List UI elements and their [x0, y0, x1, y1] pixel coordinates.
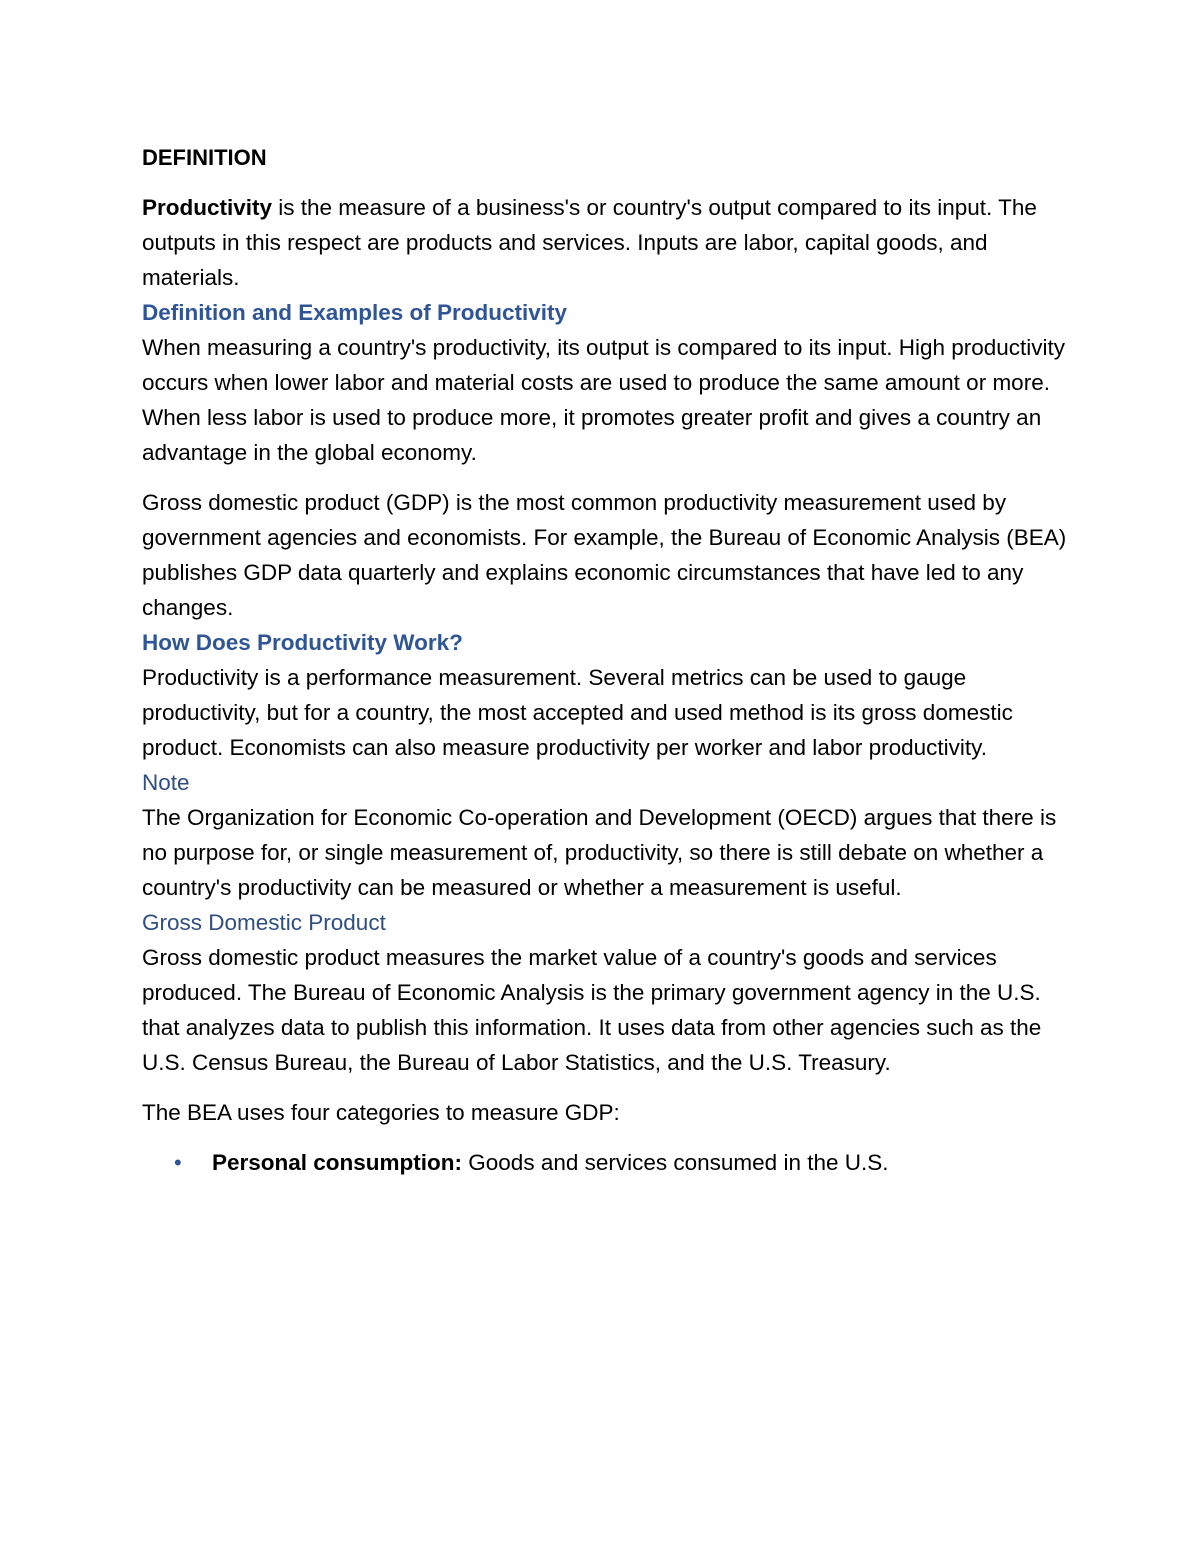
document-title: DEFINITION — [142, 145, 267, 170]
section-paragraph: The BEA uses four categories to measure GDP: — [142, 1100, 620, 1125]
list-item-term: Personal consumption: — [212, 1150, 463, 1175]
gdp-categories-list — [142, 1145, 1072, 1180]
section-paragraph: Gross domestic product measures the market value of a country's goods and services produced. The Bureau of Economic Analysis is the primary government agency in the U.S. that analyzes data to publish this information. It uses data from other agencies such as the U.S. Census Bureau, the Bureau of Labor Statistics, and the U.S. Treasury. — [142, 945, 1042, 1075]
section-paragraph: Productivity is a performance measurement. Several metrics can be used to gauge productivity, but for a country, the most accepted and used method is its gross domestic product. Economists can also measure productivity per worker and labor productivity. — [142, 665, 1013, 760]
section-paragraph: When measuring a country's productivity, its output is compared to its input. High productivity occurs when lower labor and material costs are used to produce the same amount or more. When less labor is used to produce more, it promotes greater profit and gives a country an advantage in the global economy. — [142, 335, 1066, 465]
list-item-text: Goods and services consumed in the U.S. — [462, 1150, 889, 1175]
section-paragraph: Gross domestic product (GDP) is the most common productivity measurement used by government agencies and economists. For example, the Bureau of Economic Analysis (BEA) publishes GDP data quarterly and explains economic circumstances that have led to any changes. — [142, 490, 1067, 620]
section-heading-gross-domestic-product: Gross Domestic Product — [142, 910, 386, 935]
intro-paragraph — [142, 190, 1072, 295]
section-paragraph: The Organization for Economic Co-operation and Development (OECD) argues that there is no purpose for, or single measurement of, productivity, so there is still debate on whether a country's productivity can be measured or whether a measurement is useful. — [142, 805, 1057, 900]
bullet-dot-icon: • — [174, 1150, 182, 1175]
intro-term: Productivity — [142, 195, 273, 220]
intro-text: is the measure of a business's or country's output compared to its input. The outputs in this respect are products and services. Inputs are labor, capital goods, and materials. — [142, 195, 1037, 290]
section-heading-note: Note — [142, 770, 190, 795]
section-heading-definition-examples: Definition and Examples of Productivity — [142, 300, 568, 325]
section-heading-how-productivity-works: How Does Productivity Work? — [142, 630, 463, 655]
list-item — [142, 1145, 1072, 1180]
document-page — [142, 140, 1072, 1180]
